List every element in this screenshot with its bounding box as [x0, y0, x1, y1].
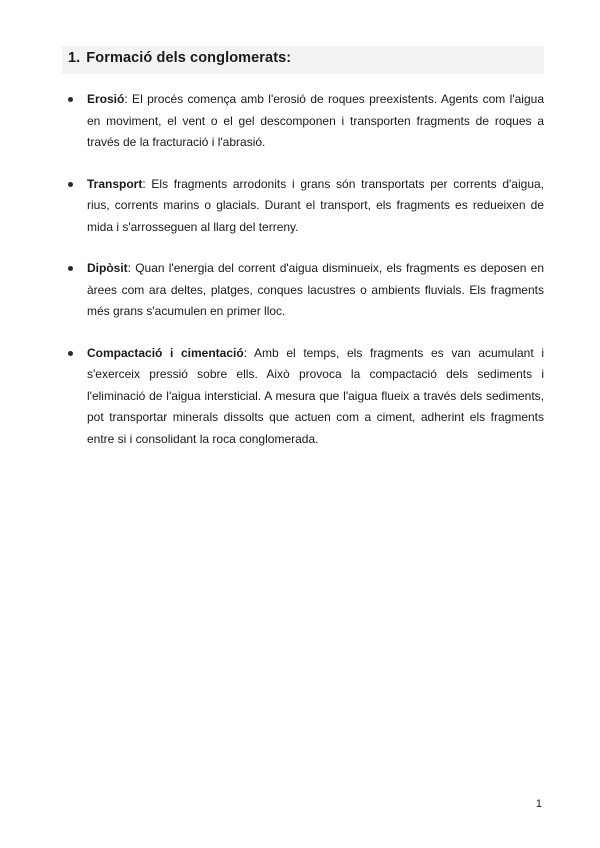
item-text: : Els fragments arrodonits i grans són transportats per corrents d'aigua, rius, corrents marins o glacials. Durant el transport, els fragments es redueixen de mida i s'arrosseguen al llarg del terreny. — [87, 176, 544, 234]
item-text: : Amb el temps, els fragments es van acumulant i s'exerceix pressió sobre ells. Això provoca la compactació dels sediments i l'eliminació de l'aigua intersticial. A mesura que l'aigua flueix a través dels sediments, pot transportar minerals dissolts que actuen com a ciment, adherint els fragments entre si i consolidant la roca conglomerada. — [87, 345, 545, 446]
section-title: Formació dels conglomerats: — [86, 50, 292, 66]
item-text: : El procés comença amb l'erosió de roques preexistents. Agents com l'aigua en moviment, el vent o el gel descomponen i transporten fragments de roques a través de la fracturació i l'abrasió. — [87, 92, 544, 149]
list-item-transport — [68, 174, 544, 239]
list-item-erosio — [68, 89, 544, 154]
item-term: Compactació i cimentació — [87, 345, 244, 360]
list-item-compactacio — [68, 343, 544, 451]
list-item-diposit — [68, 258, 544, 323]
item-term: Erosió — [87, 92, 125, 106]
bullet-icon — [68, 182, 73, 187]
section-number: 1. — [68, 50, 81, 66]
bullet-icon — [68, 97, 73, 102]
item-term: Transport — [87, 176, 143, 191]
item-term: Dipòsit — [87, 261, 128, 275]
section-heading — [68, 50, 291, 66]
bullet-list — [68, 89, 544, 470]
page-number: 1 — [535, 798, 542, 810]
item-text: : Quan l'energia del corrent d'aigua disminueix, els fragments es deposen en àrees com ara deltes, platges, conques lacustres o ambients fluvials. Els fragments més grans s'acumulen en primer lloc. — [87, 261, 544, 318]
bullet-icon — [68, 351, 73, 356]
bullet-icon — [68, 266, 73, 271]
